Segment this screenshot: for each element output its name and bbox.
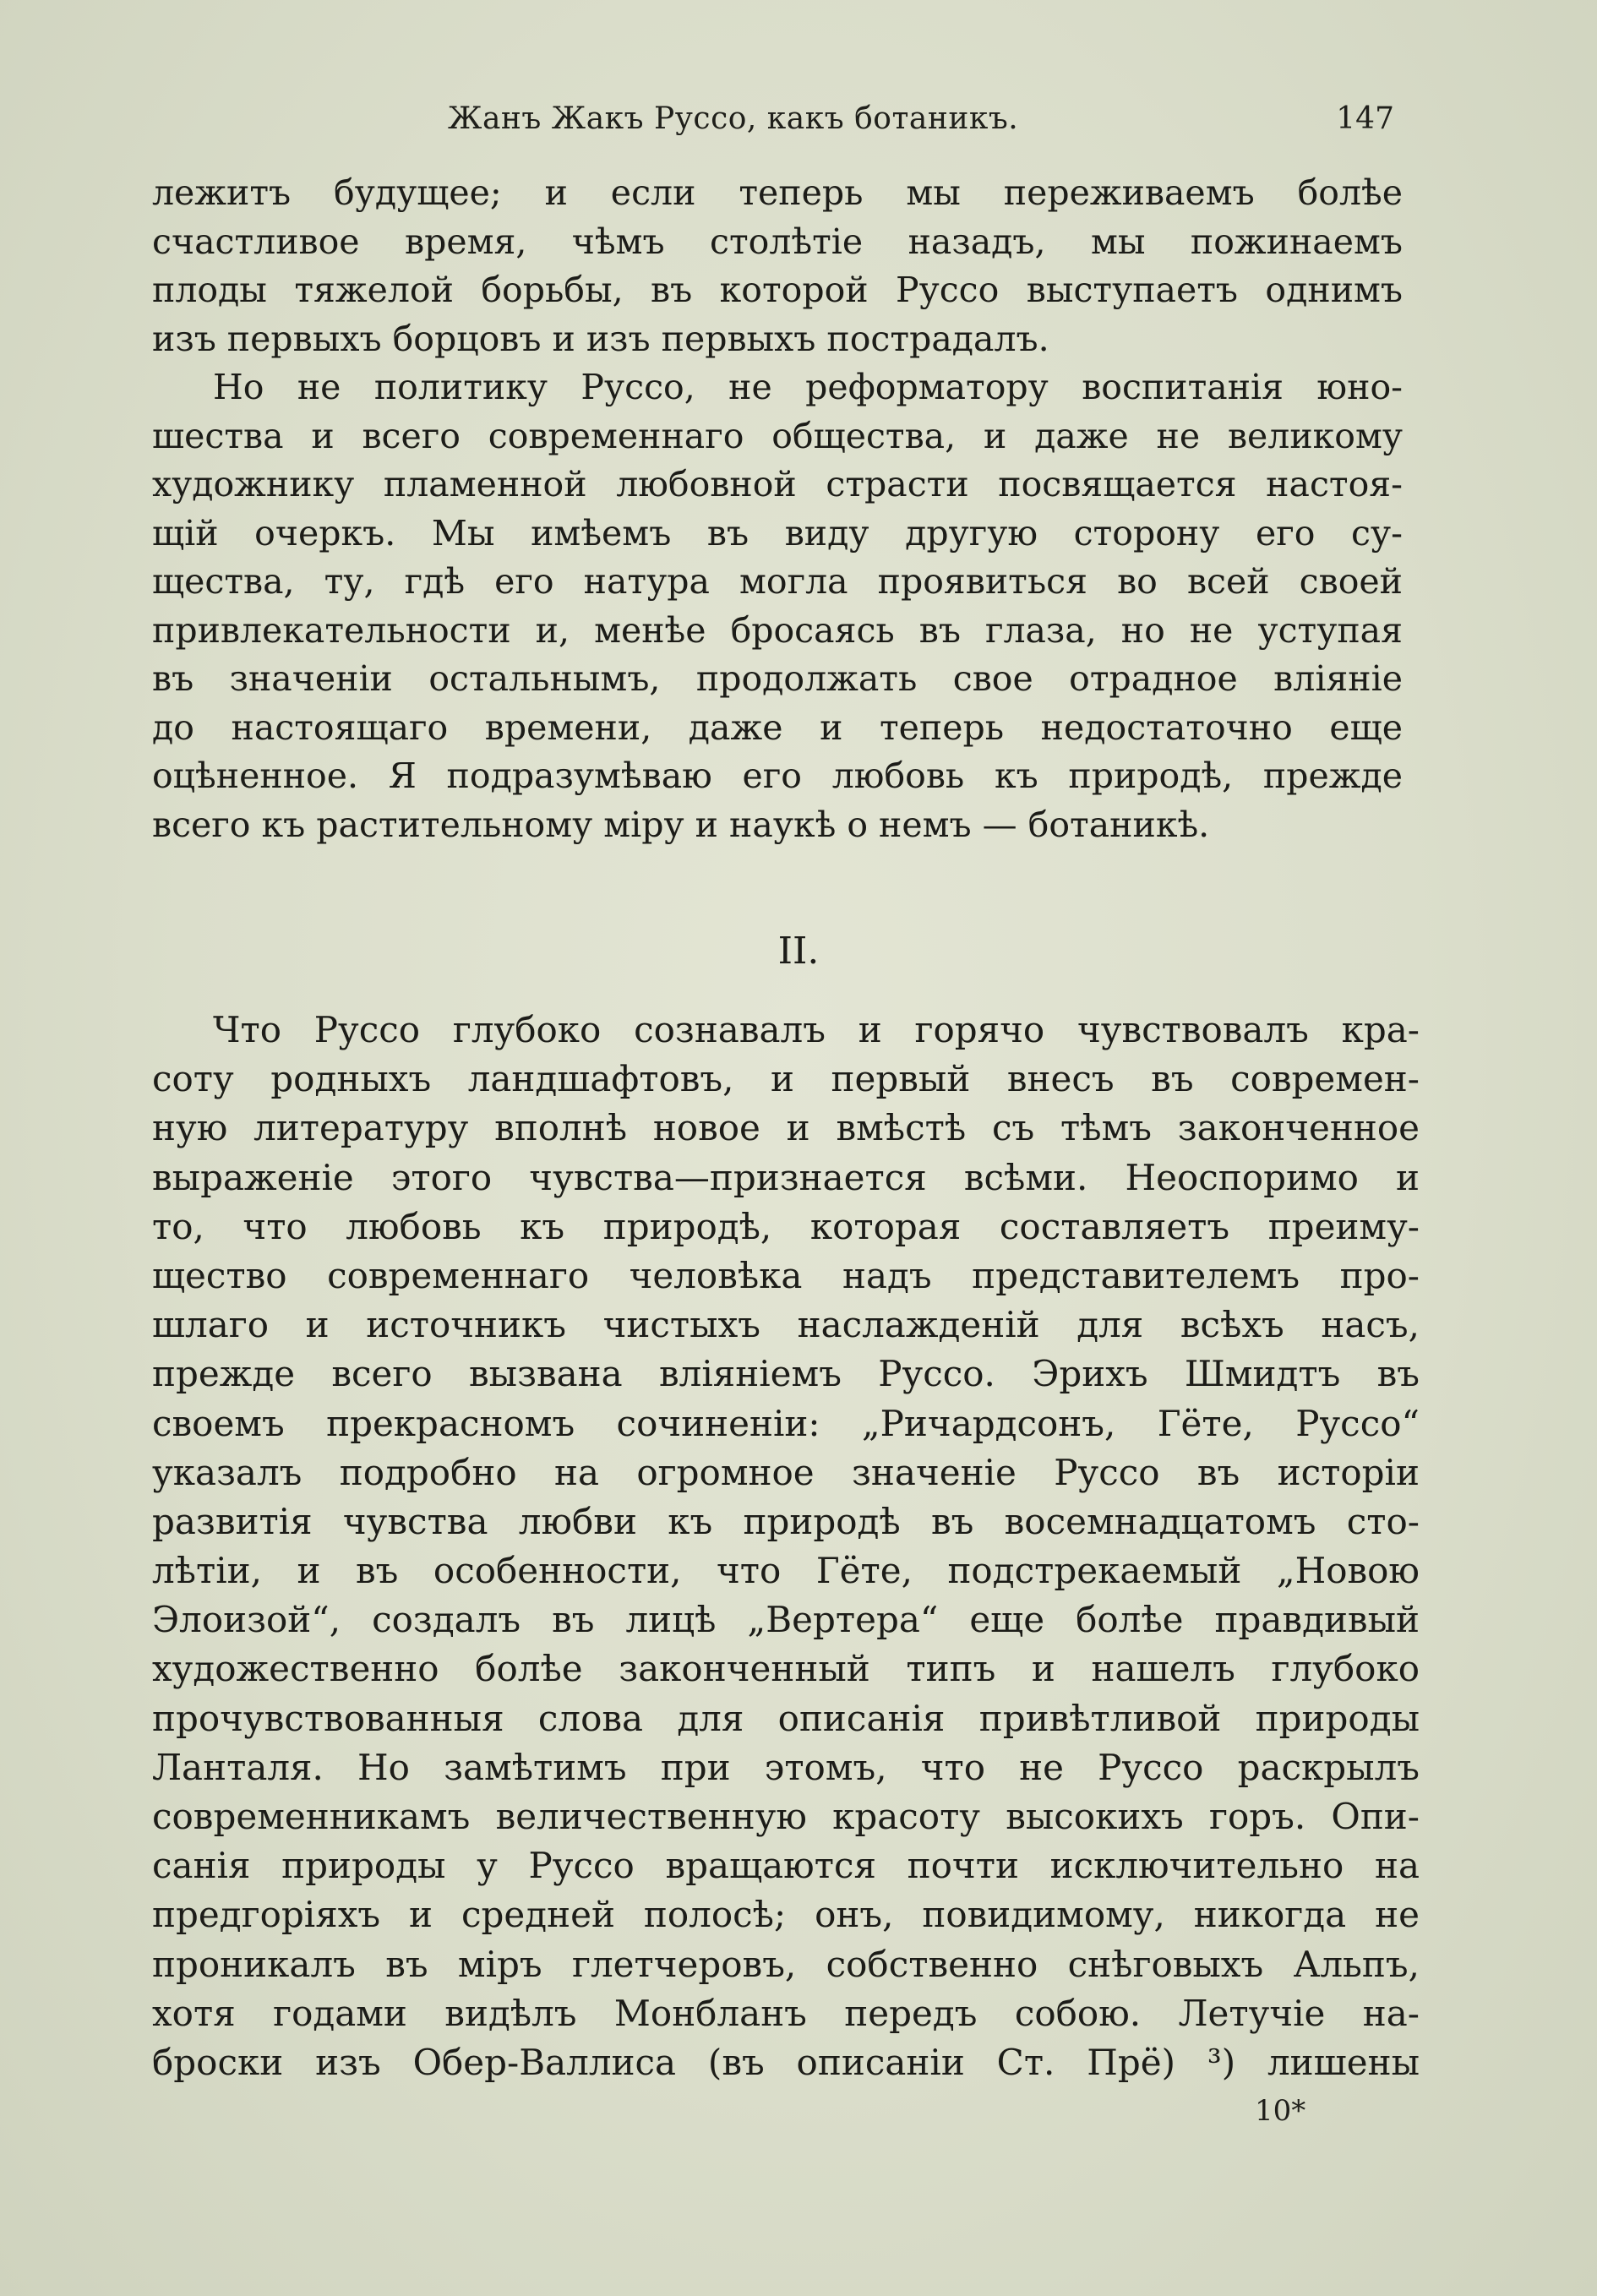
text-line: щество современнаго человѣка надъ представителемъ про-	[152, 1254, 1420, 1296]
text-line: шлаго и источникъ чистыхъ наслажденій для всѣхъ насъ,	[152, 1304, 1420, 1346]
text-line: щій очеркъ. Мы имѣемъ въ виду другую сторону его су-	[152, 512, 1403, 554]
text-line: хотя годами видѣлъ Монбланъ передъ собою. Летучіе на-	[152, 1992, 1420, 2034]
text-line: броски изъ Обер-Валлиса (въ описаніи Ст. Прё) ³) лишены	[152, 2041, 1420, 2083]
text-line: оцѣненное. Я подразумѣваю его любовь къ природѣ, прежде	[152, 755, 1403, 796]
text-line: Но не политику Руссо, не реформатору воспитанія юно-	[213, 367, 1403, 407]
text-line: Что Руссо глубоко сознавалъ и горячо чувствовалъ кра-	[213, 1009, 1420, 1050]
text-line: то, что любовь къ природѣ, которая составляетъ преиму-	[152, 1205, 1420, 1247]
running-title: Жанъ Жакъ Руссо, какъ ботаникъ.	[448, 101, 1019, 136]
text-line: шества и всего современнаго общества, и даже не великому	[152, 415, 1403, 456]
paragraph-continuation	[152, 169, 1403, 363]
text-line: художественно болѣе законченный типъ и нашелъ глубоко	[152, 1648, 1420, 1690]
text-line: до настоящаго времени, даже и теперь недостаточно еще	[152, 706, 1403, 748]
text-line: соту родныхъ ландшафтовъ, и первый внесъ въ современ-	[152, 1058, 1420, 1100]
page-number: 147	[1336, 101, 1394, 136]
text-line: счастливое время, чѣмъ столѣтіе назадъ, мы пожинаемъ	[152, 221, 1403, 262]
text-line: привлекательности и, менѣе бросаясь въ глаза, но не уступая	[152, 609, 1403, 651]
signature-mark: 10*	[1255, 2094, 1306, 2128]
text-line: современникамъ величественную красоту высокихъ горъ. Опи-	[152, 1796, 1420, 1837]
paragraph-intro	[152, 363, 1403, 849]
text-line: проникалъ въ міръ глетчеровъ, собственно снѣговыхъ Альпъ,	[152, 1943, 1420, 1985]
text-line: указалъ подробно на огромное значеніе Руссо въ исторіи	[152, 1451, 1420, 1493]
text-line: лежитъ будущее; и если теперь мы переживаемъ болѣе	[152, 172, 1403, 213]
paragraph-section-two	[152, 1006, 1420, 2087]
text-line: прежде всего вызвана вліяніемъ Руссо. Эрихъ Шмидтъ въ	[152, 1353, 1420, 1395]
text-line: выраженіе этого чувства—признается всѣми. Неоспоримо и	[152, 1156, 1420, 1198]
section-heading: II.	[777, 930, 820, 973]
running-header	[161, 101, 1394, 152]
text-line: въ значеніи остальнымъ, продолжать свое отрадное вліяніе	[152, 658, 1403, 699]
text-line: изъ первыхъ борцовъ и изъ первыхъ пострадалъ.	[152, 318, 1049, 359]
text-line: щества, ту, гдѣ его натура могла проявиться во всей своей	[152, 561, 1403, 602]
text-line: санія природы у Руссо вращаются почти исключительно на	[152, 1845, 1420, 1887]
text-line: Ланталя. Но замѣтимъ при этомъ, что не Руссо раскрылъ	[152, 1746, 1420, 1788]
text-line: своемъ прекрасномъ сочиненіи: „Ричардсонъ, Гёте, Руссо“	[152, 1402, 1420, 1444]
text-line: предгоріяхъ и средней полосѣ; онъ, повидимому, никогда не	[152, 1894, 1420, 1936]
text-line: всего къ растительному міру и наукѣ о немъ — ботаникѣ.	[152, 804, 1210, 845]
text-line: прочувствованныя слова для описанія привѣтливой природы	[152, 1697, 1420, 1739]
text-line: ную литературу вполнѣ новое и вмѣстѣ съ тѣмъ законченное	[152, 1107, 1420, 1149]
text-line: развитія чувства любви къ природѣ въ восемнадцатомъ сто-	[152, 1500, 1420, 1542]
text-line: художнику пламенной любовной страсти посвящается настоя-	[152, 464, 1403, 504]
text-line: плоды тяжелой борьбы, въ которой Руссо выступаетъ однимъ	[152, 270, 1403, 310]
text-line: лѣтіи, и въ особенности, что Гёте, подстрекаемый „Новою	[152, 1550, 1420, 1592]
text-line: Элоизой“, создалъ въ лицѣ „Вертера“ еще болѣе правдивый	[152, 1599, 1420, 1641]
